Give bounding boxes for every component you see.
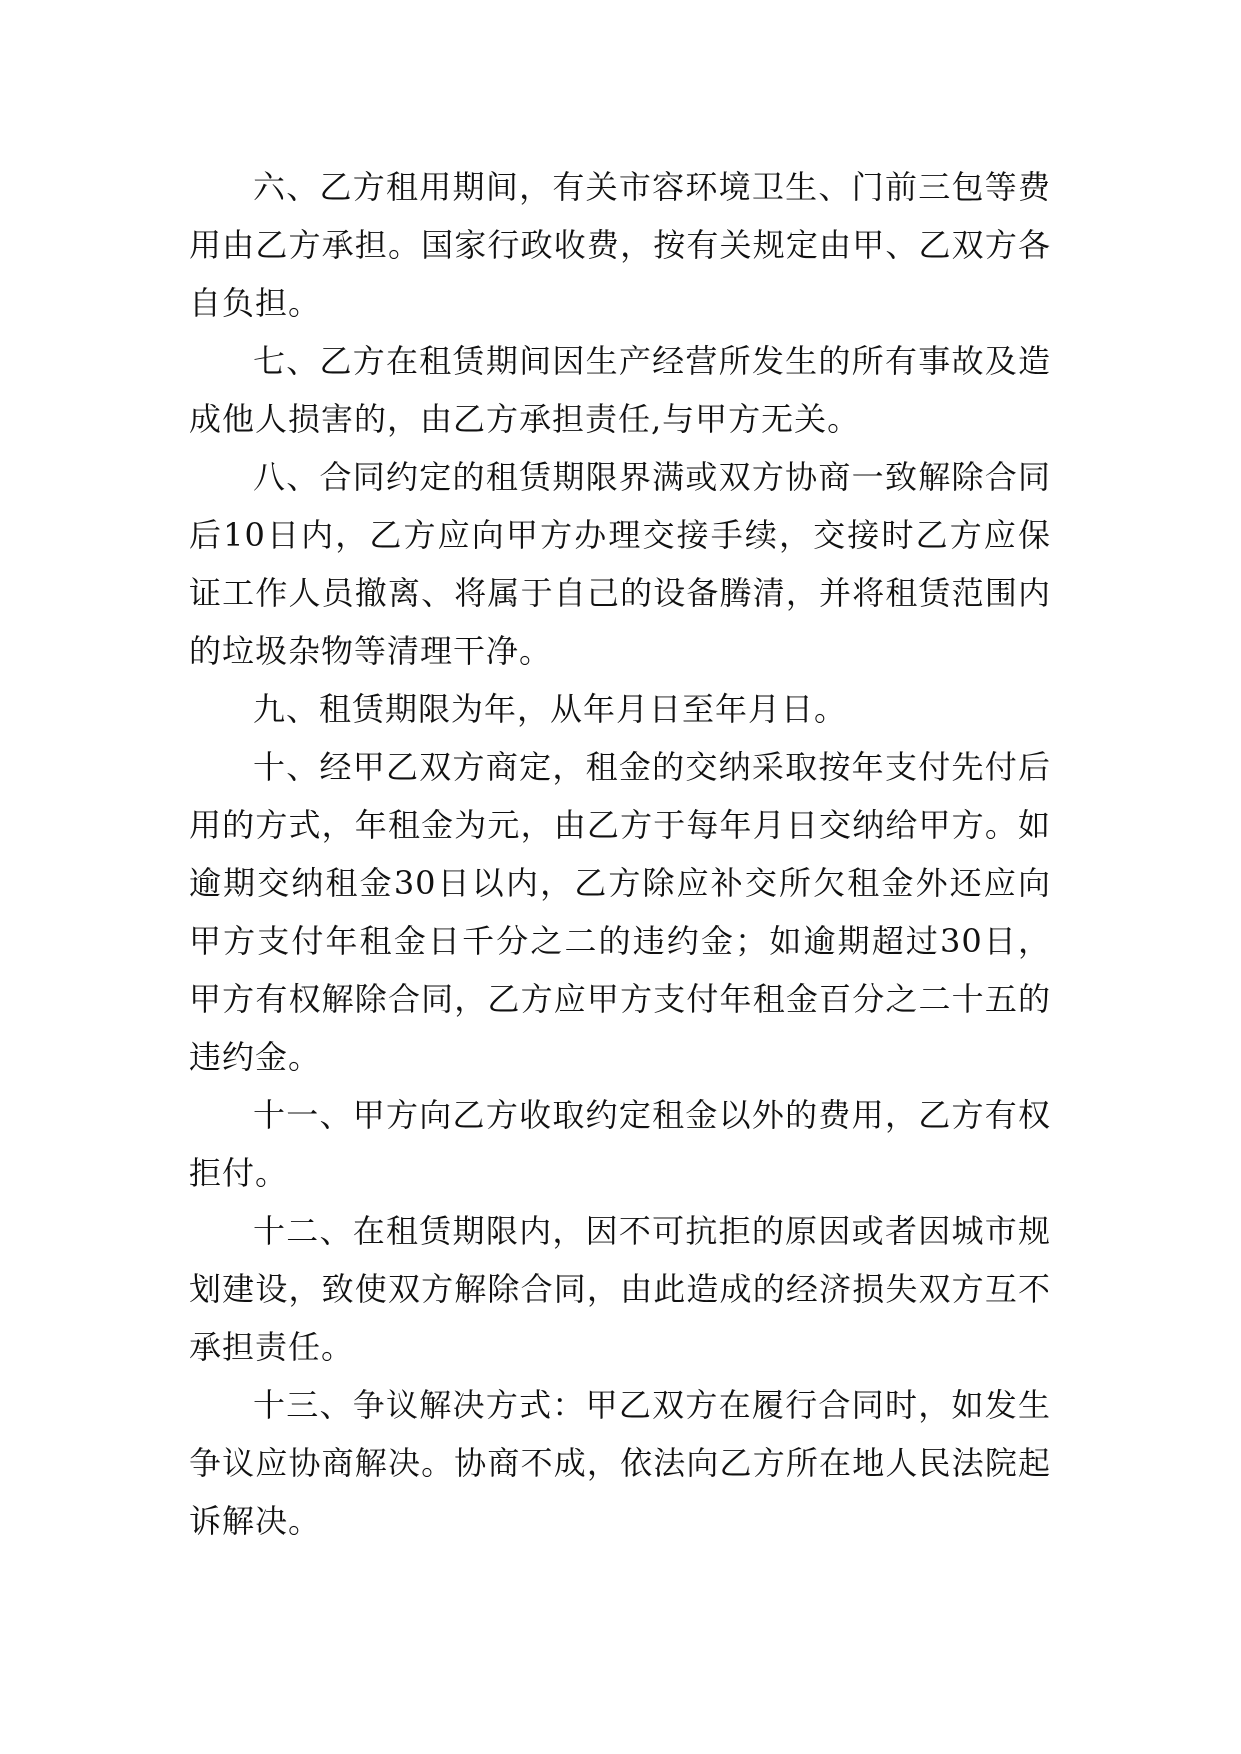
clause-12: 十二、在租赁期限内，因不可抗拒的原因或者因城市规划建设，致使双方解除合同，由此造成的经济损失双方互不承担责任。 [189,1212,1051,1366]
clause-10: 十、经甲乙双方商定，租金的交纳采取按年支付先付后用的方式，年租金为元，由乙方于每年月日交纳给甲方。如逾期交纳租金30日以内，乙方除应补交所欠租金外还应向甲方支付年租金日千分之二的违约金；如逾期超过30日，甲方有权解除合同，乙方应甲方支付年租金百分之二十五的违约金。 [189,748,1051,1076]
clause-6: 六、乙方租用期间，有关市容环境卫生、门前三包等费用由乙方承担。国家行政收费，按有关规定由甲、乙双方各自负担。 [189,168,1051,322]
contract-body [189,158,1051,1550]
clause-13: 十三、争议解决方式：甲乙双方在履行合同时，如发生争议应协商解决。协商不成，依法向乙方所在地人民法院起诉解决。 [189,1386,1051,1540]
clause-7: 七、乙方在租赁期间因生产经营所发生的所有事故及造成他人损害的，由乙方承担责任,与甲方无关。 [189,342,1051,438]
clause-8: 八、合同约定的租赁期限界满或双方协商一致解除合同后10日内，乙方应向甲方办理交接手续，交接时乙方应保证工作人员撤离、将属于自己的设备腾清，并将租赁范围内的垃圾杂物等清理干净。 [189,458,1051,670]
clause-9: 九、租赁期限为年，从年月日至年月日。 [253,690,848,728]
clause-11: 十一、甲方向乙方收取约定租金以外的费用，乙方有权拒付。 [189,1096,1051,1192]
